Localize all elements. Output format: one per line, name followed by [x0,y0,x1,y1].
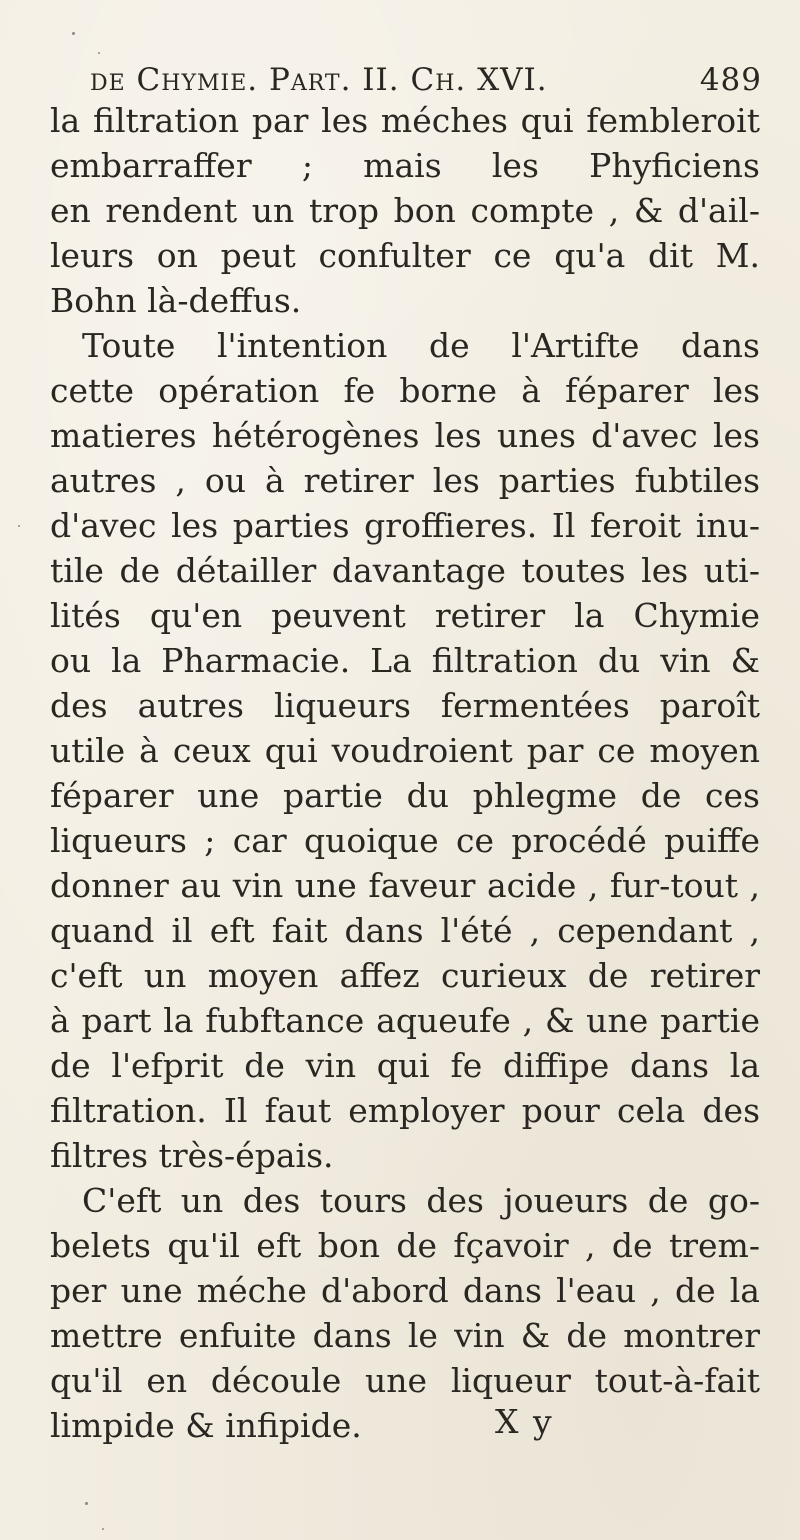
text-line: lités qu'en peuvent retirer la Chymie [50,596,760,635]
text-line: ou la Pharmacie. La filtration du vin & [50,641,760,680]
text-line: cette opération fe borne à féparer les [50,371,760,410]
text-line: donner au vin une faveur acide , fur-tout , [50,866,760,905]
text-line: la filtration par les méches qui fembleroit [50,101,760,140]
paper-speck [18,525,20,527]
signature-mark: X y [495,1402,554,1441]
paper-speck [85,1502,88,1505]
paragraph-start-line: Toute l'intention de l'Artifte dans [82,326,760,365]
text-line: per une méche d'abord dans l'eau , de la [50,1271,760,1310]
text-line: en rendent un trop bon compte , & d'ail- [50,191,760,230]
paper-speck [98,52,100,54]
text-line: filtres très-épais. [50,1136,334,1175]
text-line: embarraffer ; mais les Phyficiens [50,146,760,185]
text-line: mettre enfuite dans le vin & de montrer [50,1316,760,1355]
text-line: quand il eft fait dans l'été , cependant , [50,911,760,950]
text-line: féparer une partie du phlegme de ces [50,776,760,815]
text-line: Bohn là-deffus. [50,281,302,320]
body-text [50,98,760,1448]
text-line: c'eft un moyen affez curieux de retirer [50,956,760,995]
text-line: limpide & infipide. [50,1406,362,1445]
running-title: de Chymie. Part. II. Ch. XVI. [90,62,548,98]
page-number: 489 [699,62,762,98]
paper-speck [72,32,75,35]
text-line: tile de détailler davantage toutes les uti- [50,551,760,590]
text-line: matieres hétérogènes les unes d'avec les [50,416,760,455]
text-line: filtration. Il faut employer pour cela des [50,1091,760,1130]
text-line: liqueurs ; car quoique ce procédé puiffe [50,821,760,860]
text-line: à part la fubftance aqueufe , & une partie [50,1001,760,1040]
paper-speck [102,1528,104,1530]
paragraph-start-line: C'eft un des tours des joueurs de go- [82,1181,760,1220]
text-line: leurs on peut confulter ce qu'a dit M. [50,236,760,275]
text-line: autres , ou à retirer les parties fubtiles [50,461,760,500]
text-line: des autres liqueurs fermentées paroît [50,686,760,725]
text-line: qu'il en découle une liqueur tout-à-fait [50,1361,760,1400]
text-line: utile à ceux qui voudroient par ce moyen [50,731,760,770]
text-line: de l'efprit de vin qui fe diffipe dans la [50,1046,760,1085]
text-line: d'avec les parties groffieres. Il feroit inu- [50,506,760,545]
text-line: belets qu'il eft bon de fçavoir , de trem- [50,1226,760,1265]
